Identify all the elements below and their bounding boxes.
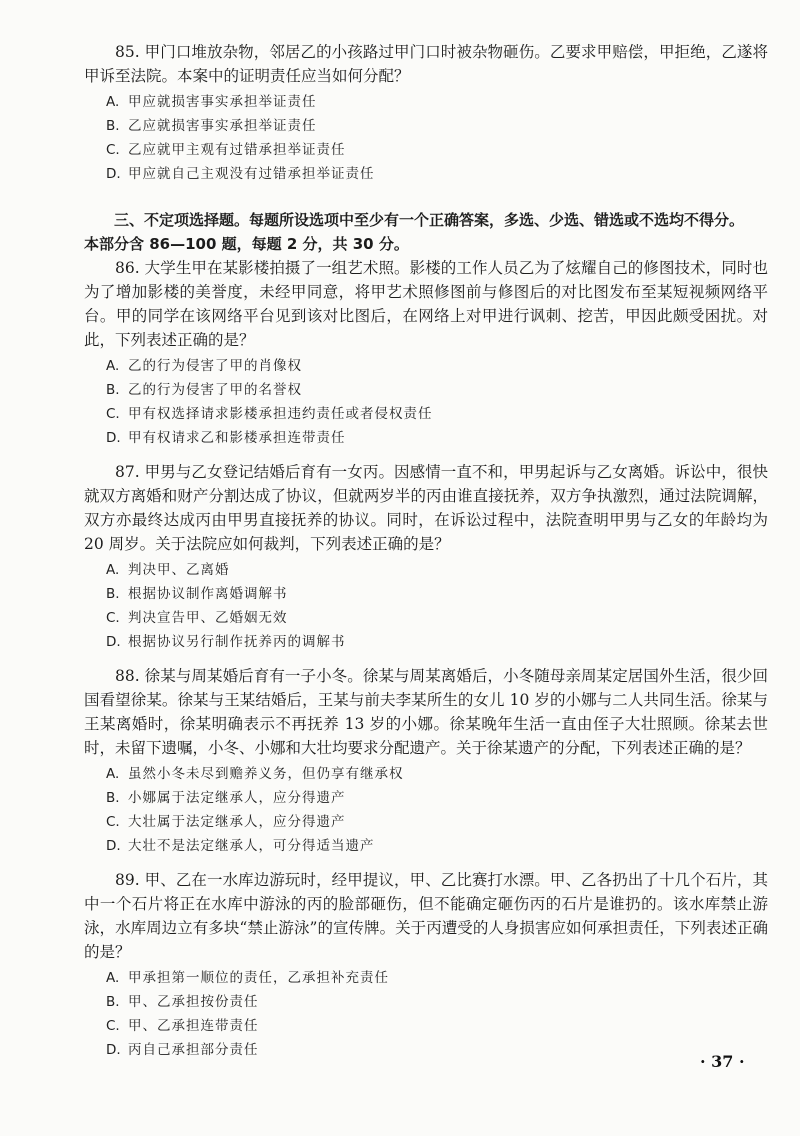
question-87	[84, 460, 768, 654]
option-text: 甲有权请求乙和影楼承担连带责任	[128, 430, 346, 446]
question-stem: 86. 大学生甲在某影楼拍摄了一组艺术照。影楼的工作人员乙为了炫耀自己的修图技术，同时也为了增加影楼的美誉度，未经甲同意，将甲艺术照修图前与修图后的对比图发布至某短视频网络平台。甲的同学在该网络平台见到该对比图后，在网络上对甲进行讽刺、挖苦，甲因此颇受困扰。对此，下列表述正确的是？	[84, 259, 768, 349]
option-text: 根据协议制作离婚调解书	[128, 586, 288, 602]
option-text: 根据协议另行制作抚养丙的调解书	[128, 634, 346, 650]
question-stem: 88. 徐某与周某婚后育有一子小冬。徐某与周某离婚后，小冬随母亲周某定居国外生活，很少回国看望徐某。徐某与王某结婚后，王某与前夫李某所生的女儿 10 岁的小娜与二人共同生活。徐某与王某离婚时，徐某明确表示不再抚养 13 岁的小娜。徐某晚年生活一直由侄子大壮照顾。徐某去世时，未留下遗嘱，小冬、小娜和大壮均要求分配遗产。关于徐某遗产的分配，下列表述正确的是？	[84, 667, 768, 757]
question-89	[84, 868, 768, 1062]
option-text: 小娜属于法定继承人，应分得遗产	[128, 790, 346, 806]
section-header	[84, 208, 768, 256]
option-text: 判决宣告甲、乙婚姻无效	[128, 610, 288, 626]
question-85	[84, 40, 768, 186]
option-text: 乙的行为侵害了甲的名誉权	[128, 382, 302, 398]
option-c: C. 判决宣告甲、乙婚姻无效	[106, 610, 288, 626]
option-a: A. 判决甲、乙离婚	[106, 562, 230, 578]
option-list	[84, 558, 768, 654]
option-text: 乙应就损害事实承担举证责任	[128, 118, 317, 134]
option-c: C. 甲、乙承担连带责任	[106, 1018, 259, 1034]
option-c: C. 甲有权选择请求影楼承担违约责任或者侵权责任	[106, 406, 433, 422]
option-list	[84, 966, 768, 1062]
option-b: B. 小娜属于法定继承人，应分得遗产	[106, 790, 346, 806]
option-a: A. 甲承担第一顺位的责任，乙承担补充责任	[106, 970, 389, 986]
option-b: B. 根据协议制作离婚调解书	[106, 586, 288, 602]
question-86	[84, 256, 768, 450]
section-scoring: 本部分含 86—100 题，每题 2 分，共 30 分。	[84, 235, 409, 253]
question-88	[84, 664, 768, 858]
option-text: 甲承担第一顺位的责任，乙承担补充责任	[128, 970, 389, 986]
option-text: 大壮不是法定继承人，可分得适当遗产	[128, 838, 375, 854]
option-d: D. 甲有权请求乙和影楼承担连带责任	[106, 430, 346, 446]
option-c: C. 大壮属于法定继承人，应分得遗产	[106, 814, 346, 830]
option-text: 甲应就损害事实承担举证责任	[128, 94, 317, 110]
question-stem: 89. 甲、乙在一水库边游玩时，经甲提议，甲、乙比赛打水漂。甲、乙各扔出了十几个石片，其中一个石片将正在水库中游泳的丙的脸部砸伤，但不能确定砸伤丙的石片是谁扔的。该水库禁止游泳，水库周边立有多块“禁止游泳”的宣传牌。关于丙遭受的人身损害应如何承担责任，下列表述正确的是？	[84, 871, 768, 961]
option-d: D. 甲应就自己主观没有过错承担举证责任	[106, 166, 375, 182]
option-d: D. 大壮不是法定继承人，可分得适当遗产	[106, 838, 375, 854]
question-stem: 85. 甲门口堆放杂物，邻居乙的小孩路过甲门口时被杂物砸伤。乙要求甲赔偿，甲拒绝，乙遂将甲诉至法院。本案中的证明责任应当如何分配？	[84, 43, 768, 85]
option-a: A. 乙的行为侵害了甲的肖像权	[106, 358, 302, 374]
option-list	[84, 762, 768, 858]
option-text: 判决甲、乙离婚	[128, 562, 230, 578]
page-number: · 37 ·	[700, 1052, 745, 1071]
option-text: 甲、乙承担连带责任	[128, 1018, 259, 1034]
option-text: 乙应就甲主观有过错承担举证责任	[128, 142, 346, 158]
option-a: A. 甲应就损害事实承担举证责任	[106, 94, 317, 110]
option-text: 乙的行为侵害了甲的肖像权	[128, 358, 302, 374]
option-d: D. 根据协议另行制作抚养丙的调解书	[106, 634, 346, 650]
option-text: 甲、乙承担按份责任	[128, 994, 259, 1010]
exam-page	[84, 40, 768, 1062]
option-b: B. 甲、乙承担按份责任	[106, 994, 259, 1010]
option-list	[84, 90, 768, 186]
option-text: 虽然小冬未尽到赡养义务，但仍享有继承权	[128, 766, 404, 782]
option-text: 丙自己承担部分责任	[128, 1042, 259, 1058]
option-d: D. 丙自己承担部分责任	[106, 1042, 259, 1058]
section-instructions: 三、不定项选择题。每题所设选项中至少有一个正确答案，多选、少选、错选或不选均不得分。	[114, 211, 745, 229]
option-text: 大壮属于法定继承人，应分得遗产	[128, 814, 346, 830]
option-b: B. 乙应就损害事实承担举证责任	[106, 118, 317, 134]
option-text: 甲应就自己主观没有过错承担举证责任	[128, 166, 375, 182]
question-stem: 87. 甲男与乙女登记结婚后育有一女丙。因感情一直不和，甲男起诉与乙女离婚。诉讼中，很快就双方离婚和财产分割达成了协议，但就两岁半的丙由谁直接抚养，双方争执激烈，通过法院调解，双方亦最终达成丙由甲男直接抚养的协议。同时，在诉讼过程中，法院查明甲男与乙女的年龄均为 20 周岁。关于法院应如何裁判，下列表述正确的是？	[84, 463, 768, 553]
option-a: A. 虽然小冬未尽到赡养义务，但仍享有继承权	[106, 766, 404, 782]
option-c: C. 乙应就甲主观有过错承担举证责任	[106, 142, 346, 158]
option-b: B. 乙的行为侵害了甲的名誉权	[106, 382, 302, 398]
option-list	[84, 354, 768, 450]
option-text: 甲有权选择请求影楼承担违约责任或者侵权责任	[128, 406, 433, 422]
